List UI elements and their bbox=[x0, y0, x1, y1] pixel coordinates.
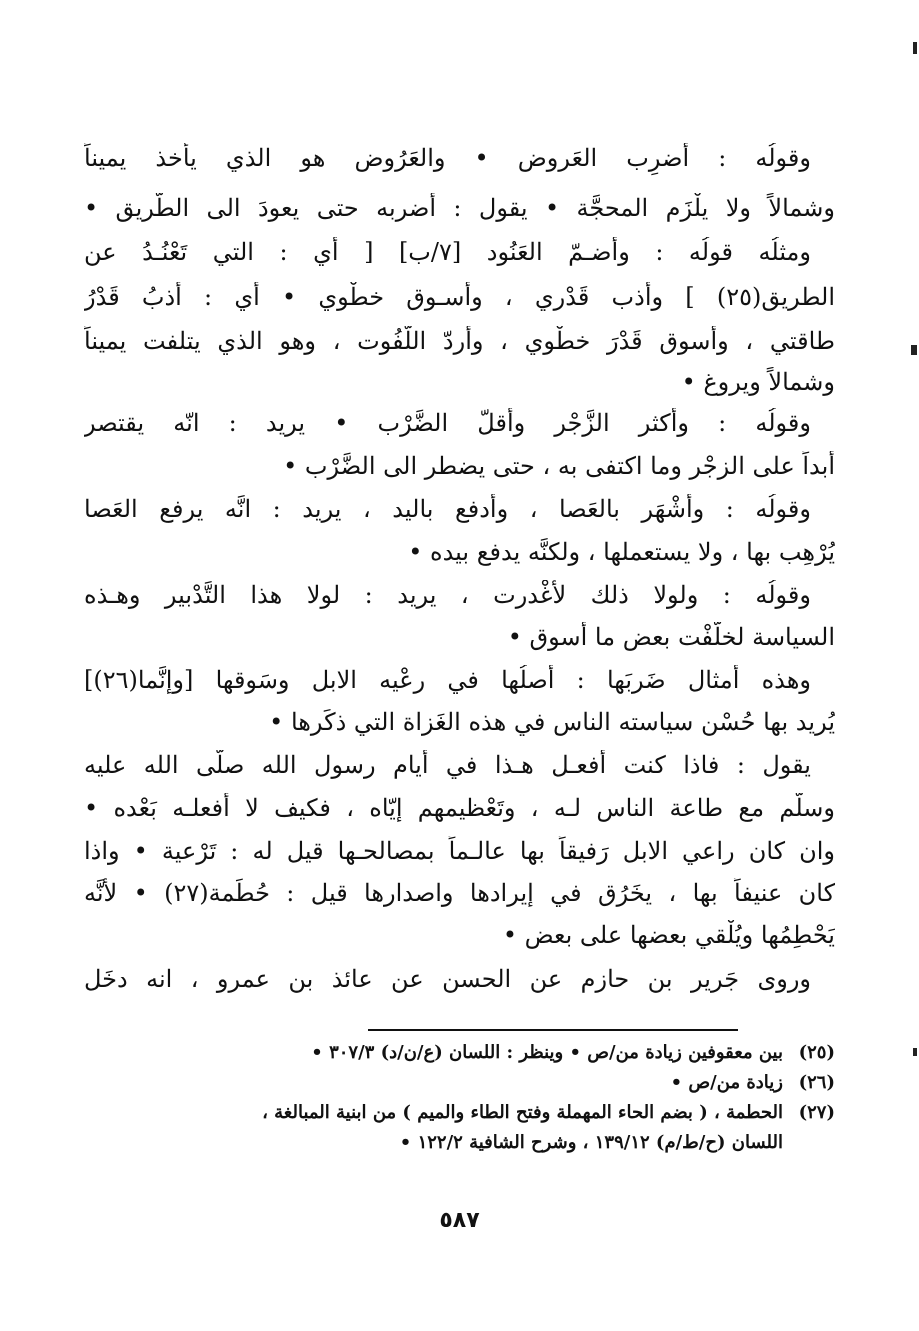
footnote-number: (٢٧) bbox=[798, 1102, 835, 1123]
footnote-number: (٢٥) bbox=[798, 1042, 835, 1063]
text-line: وقولُه : وأُكثر الزَّجْر وأُقلّ الضَّرْب • يريد : انّه يقتصر bbox=[84, 409, 811, 437]
text-line: السياسة لخلّفْت بعض ما أَسوق • bbox=[507, 623, 835, 651]
text-line: كان عنيفاً بها ، يخَرُق في إيرادها واصدارها قيل : حُطَمة(٢٧) • لأنَّه bbox=[84, 879, 835, 907]
text-line: يَحْطِمُها ويُلْقي بعضها على بعض • bbox=[502, 921, 835, 949]
text-line: وقولُه : ولولا ذلك لأَغْدرت ، يريد : لولا هذا التَّدْبير وهـذه bbox=[84, 581, 811, 609]
scan-margin-mark bbox=[911, 345, 917, 355]
text-line: وشمالاً ويروغ • bbox=[681, 368, 835, 396]
footnote-text: زيادة من/ص • bbox=[670, 1072, 783, 1093]
text-line: وشمالاً ولا يلْزَم المحجَّة • يقول : أضربه حتى يعودَ الى الطَّريق • bbox=[84, 194, 835, 222]
footnote-text: الحطمة ، ( بضم الحاء المهملة وفتح الطاء والميم ) من ابنية المبالغة ، bbox=[262, 1102, 783, 1123]
text-line: وان كان راعي الابل رَفيقاً بها عالـماً بمصالحـها قيل له : تَرْعية • واذا bbox=[84, 837, 835, 865]
text-line: وسلّم مع طاعة الناس لـه ، وتَعْظيمهم إيّاه ، فكيف لا أَفعلـه بَعْده • bbox=[84, 794, 835, 822]
footnote bbox=[84, 1071, 835, 1099]
text-line: وقولُه : وأَشْهَر بالعَصا ، وأَدفع باليد ، يريد : انَّه يرفع العَصا bbox=[84, 495, 811, 523]
page-number: ٥٨٧ bbox=[439, 1208, 480, 1233]
scan-margin-mark bbox=[913, 42, 917, 54]
text-line: وقولُه : أضرِب العَروض • والعَرُوض هو الذي يأْخذ يميناً bbox=[84, 144, 811, 172]
text-line: يُرْهِب بها ، ولا يستعملها ، ولكنَّه يدفع بيده • bbox=[408, 538, 835, 566]
footnote bbox=[84, 1041, 835, 1069]
text-line: طاقتي ، وأَسوق قَدْرَ خطْوي ، وأردّ اللَّفُوت ، وهو الذي يتلفت يميناً bbox=[84, 327, 835, 355]
footnote-text: اللسان (ح/ط/م) ١٣٩/١٢ ، وشرح الشافية ١٢٢/٢ • bbox=[399, 1132, 783, 1153]
text-line: الطريق(٢٥) ] وأَذب قَدْري ، وأَسـوق خطْوي • أي : أذبُ قَدْرُ bbox=[84, 283, 835, 311]
footnote-number: (٢٦) bbox=[798, 1072, 835, 1093]
scan-margin-mark bbox=[913, 1048, 917, 1056]
text-line: وهذه أمثال ضَربَها : أصلُها في رعْيه الابل وسَوقها [وإنَّما(٢٦)] bbox=[84, 666, 811, 694]
text-line: وروى جَرير بن حازم عن الحسن عن عائذ بن عمرو ، انه دخَل bbox=[84, 965, 811, 993]
footnote-continuation bbox=[84, 1131, 783, 1159]
text-line: يُريد بها حُسْن سياسته الناس في هذه الغَزاة التي ذكَرها • bbox=[269, 708, 835, 736]
footnote-separator bbox=[368, 1029, 738, 1031]
footnote bbox=[84, 1101, 835, 1129]
text-line: ومثلُه قولُه : وأَضـمّ العَنُود [٧/ب] [ أي : التي تَعْنُـدُ عن bbox=[84, 238, 811, 266]
text-line: أَبداً على الزجْر وما اكتفى به ، حتى يضطر الى الضَّرْب • bbox=[283, 452, 835, 480]
footnote-text: بين معقوفين زيادة من/ص • وينظر : اللسان (ع/ن/د) ٣٠٧/٣ • bbox=[311, 1042, 783, 1063]
text-line: يقول : فاذا كنت أَفعـل هـذا في أَيام رسول الله صلّى الله عليه bbox=[84, 751, 811, 779]
